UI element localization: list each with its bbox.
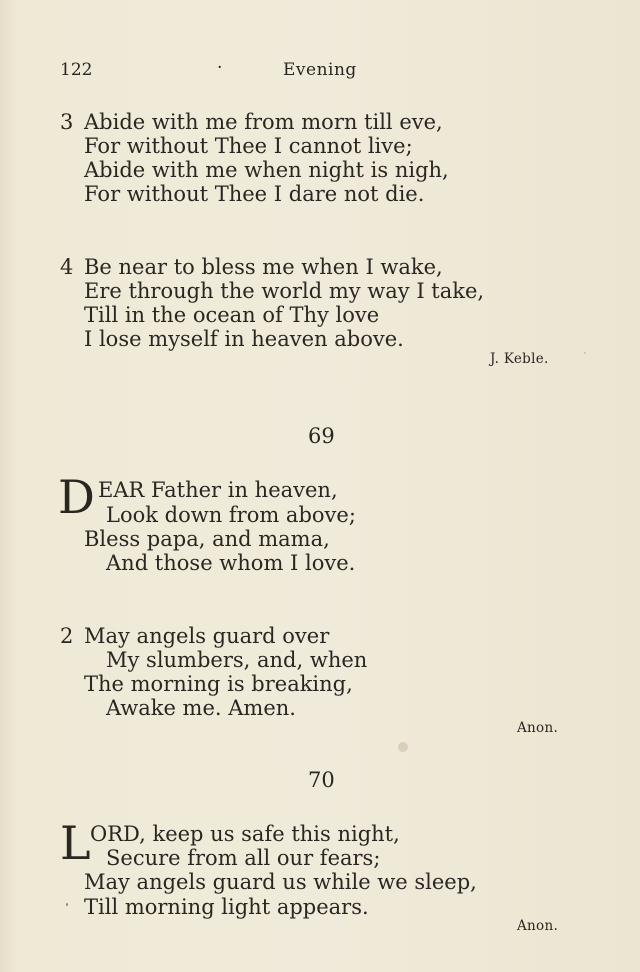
header-separator: ·	[217, 58, 223, 78]
drop-cap: L	[60, 816, 91, 870]
attribution: Anon.	[517, 720, 559, 736]
verse-number: 3	[60, 110, 74, 134]
verse-line: Till morning light appears.	[84, 895, 369, 919]
verse-line: EAR Father in heaven,	[98, 478, 338, 502]
paper-speck	[398, 742, 408, 752]
paper-speck	[66, 903, 68, 906]
verse-line: My slumbers, and, when	[106, 648, 368, 672]
verse-line: I lose myself in heaven above.	[84, 327, 404, 351]
verse-number: 4	[60, 255, 74, 279]
verse-line: And those whom I love.	[106, 551, 356, 575]
verse-line: For without Thee I cannot live;	[84, 134, 413, 158]
verse-line: Look down from above;	[106, 503, 356, 527]
verse-line: The morning is breaking,	[84, 672, 353, 696]
page-number: 122	[60, 60, 93, 80]
hymn-number: 70	[308, 768, 335, 792]
attribution: Anon.	[517, 918, 559, 934]
verse-line: For without Thee I dare not die.	[84, 182, 425, 206]
verse-line: Secure from all our fears;	[106, 846, 381, 870]
paper-speck	[584, 352, 586, 354]
drop-cap: D	[58, 470, 95, 524]
verse-line: Bless papa, and mama,	[84, 527, 330, 551]
verse-line: May angels guard over	[84, 624, 330, 648]
hymn-number: 69	[308, 424, 335, 448]
verse-line: Abide with me from morn till eve,	[84, 110, 443, 134]
running-title: Evening	[283, 60, 357, 80]
verse-line: Ere through the world my way I take,	[84, 279, 485, 303]
verse-line: Till in the ocean of Thy love	[84, 303, 380, 327]
verse-line: May angels guard us while we sleep,	[84, 870, 477, 894]
verse-number: 2	[60, 624, 74, 648]
verse-line: ORD, keep us safe this night,	[90, 822, 400, 846]
verse-line: Awake me. Amen.	[106, 696, 296, 720]
verse-line: Abide with me when night is nigh,	[84, 158, 449, 182]
verse-line: Be near to bless me when I wake,	[84, 255, 443, 279]
attribution: J. Keble.	[490, 351, 549, 367]
